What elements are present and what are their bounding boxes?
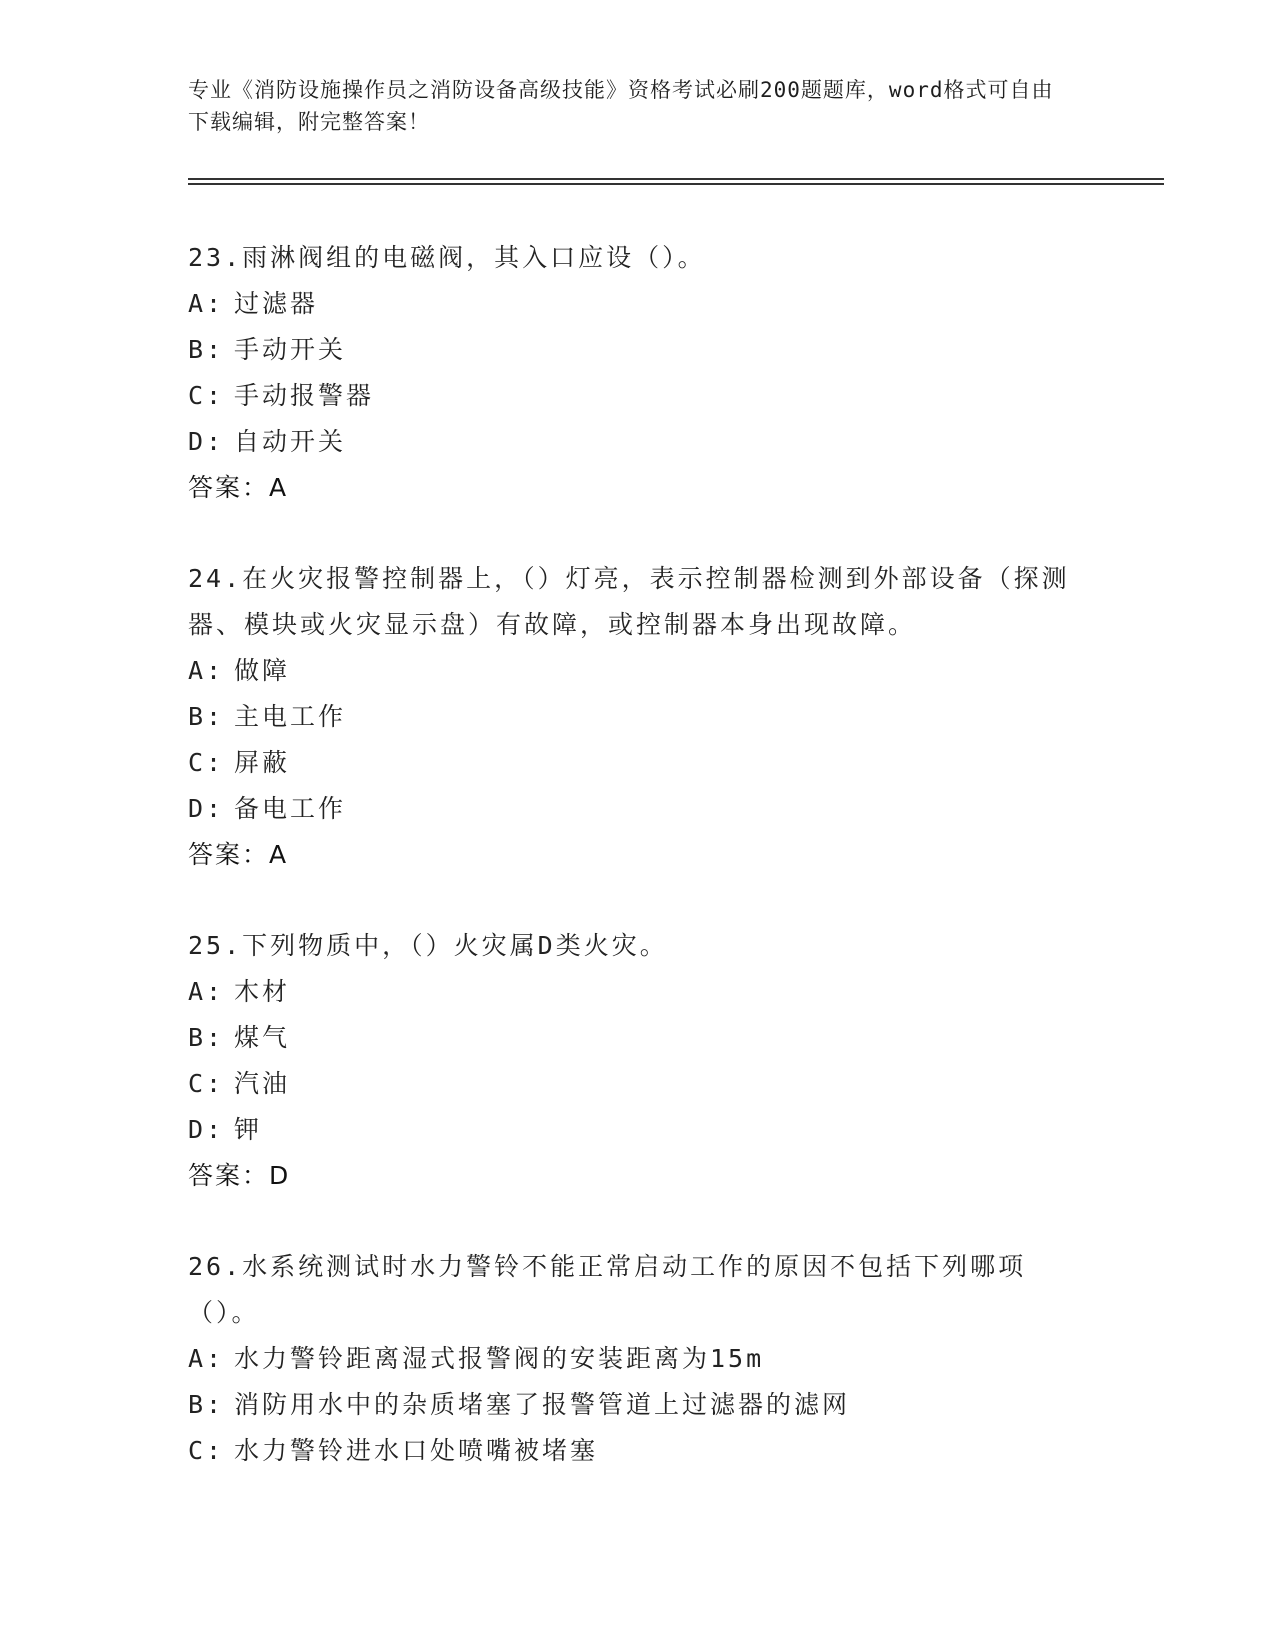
question-23 (188, 235, 1088, 511)
option-b (188, 694, 1088, 740)
option-key: A: (188, 656, 225, 685)
question-stem: 25.下列物质中，（）火灾属D类火灾。 (188, 931, 668, 960)
option-text: 做障 (234, 656, 291, 685)
question-26 (188, 1244, 1088, 1474)
question-24 (188, 556, 1088, 878)
option-key: B: (188, 702, 225, 731)
option-key: B: (188, 1023, 225, 1052)
option-key: D: (188, 427, 225, 456)
option-key: B: (188, 1390, 225, 1419)
option-b (188, 327, 1088, 373)
question-stem: 26.水系统测试时水力警铃不能正常启动工作的原因不包括下列哪项（）。 (188, 1252, 1027, 1327)
option-text: 水力警铃进水口处喷嘴被堵塞 (234, 1436, 599, 1465)
option-text: 屏蔽 (234, 748, 291, 777)
option-key: A: (188, 1344, 225, 1373)
question-stem: 24.在火灾报警控制器上，（）灯亮，表示控制器检测到外部设备（探测器、模块或火灾显示盘）有故障，或控制器本身出现故障。 (188, 564, 1070, 639)
option-text: 木材 (234, 977, 291, 1006)
option-text: 自动开关 (234, 427, 347, 456)
option-text: 煤气 (234, 1023, 291, 1052)
question-25 (188, 923, 1088, 1199)
option-text: 水力警铃距离湿式报警阀的安装距离为15m (234, 1344, 765, 1373)
option-key: D: (188, 1115, 225, 1144)
question-stem: 23.雨淋阀组的电磁阀，其入口应设（）。 (188, 243, 706, 272)
option-d (188, 786, 1088, 832)
option-c (188, 1061, 1088, 1107)
header-divider-bottom (188, 183, 1164, 185)
answer-line: 答案：A (188, 473, 289, 502)
option-key: C: (188, 1069, 225, 1098)
option-key: C: (188, 1436, 225, 1465)
header-divider-top (188, 178, 1164, 180)
option-d (188, 1107, 1088, 1153)
option-text: 过滤器 (234, 289, 319, 318)
option-key: C: (188, 748, 225, 777)
answer-line: 答案：D (188, 1161, 291, 1190)
document-header: 专业《消防设施操作员之消防设备高级技能》资格考试必刷200题题库，word格式可自由下载编辑，附完整答案！ (188, 78, 1054, 134)
option-text: 主电工作 (234, 702, 347, 731)
option-a (188, 1336, 1088, 1382)
option-c (188, 373, 1088, 419)
option-key: B: (188, 335, 225, 364)
option-key: A: (188, 289, 225, 318)
option-c (188, 1428, 1088, 1474)
option-a (188, 969, 1088, 1015)
option-d (188, 419, 1088, 465)
option-text: 手动开关 (234, 335, 347, 364)
option-a (188, 648, 1088, 694)
option-b (188, 1015, 1088, 1061)
option-text: 备电工作 (234, 794, 347, 823)
option-a (188, 281, 1088, 327)
option-key: D: (188, 794, 225, 823)
option-text: 汽油 (234, 1069, 291, 1098)
option-key: C: (188, 381, 225, 410)
option-key: A: (188, 977, 225, 1006)
answer-line: 答案：A (188, 840, 289, 869)
option-c (188, 740, 1088, 786)
option-text: 钾 (234, 1115, 263, 1144)
option-text: 手动报警器 (234, 381, 375, 410)
option-b (188, 1382, 1088, 1428)
option-text: 消防用水中的杂质堵塞了报警管道上过滤器的滤网 (234, 1390, 851, 1419)
